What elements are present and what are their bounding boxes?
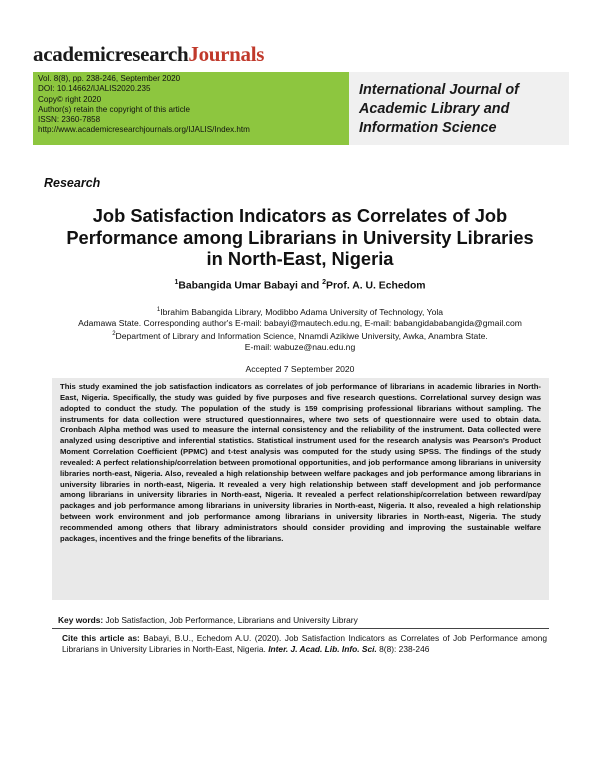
citation (62, 633, 547, 656)
journal-title-line: Academic Library and (359, 101, 510, 117)
header-banner (33, 72, 569, 145)
article-title (40, 205, 560, 270)
journal-title (359, 81, 519, 138)
citation-journal: Inter. J. Acad. Lib. Info. Sci. (268, 644, 377, 655)
journal-title-line: International Journal of (359, 82, 519, 98)
article-meta (38, 74, 250, 136)
journal-title-line: Information Science (359, 120, 497, 136)
affiliation-line: Ibrahim Babangida Library, Modibbo Adama University of Technology, Yola (160, 306, 444, 317)
affiliation-superscript: 1 (156, 307, 161, 313)
journal-name-box (349, 72, 569, 145)
keywords-label: Key words: (58, 615, 104, 625)
author-name: Prof. A. U. Echedom (326, 280, 426, 292)
citation-label: Cite this article as: (62, 633, 140, 643)
section-label: Research (44, 176, 101, 190)
copyright-line: Copy© right 2020 (38, 94, 102, 104)
author-name: Babangida Umar Babayi and (178, 280, 323, 292)
author-superscript: 1 (174, 279, 179, 286)
abstract-box (52, 378, 549, 600)
title-line: in North-East, Nigeria (206, 248, 394, 269)
divider (52, 628, 549, 629)
rights-line: Author(s) retain the copyright of this article (38, 104, 191, 114)
publisher-logo (33, 42, 264, 67)
logo-part1: academicresearch (33, 42, 189, 66)
logo-part2: Journals (188, 42, 265, 66)
affiliation-superscript: 2 (112, 331, 116, 338)
author-list (40, 279, 560, 291)
author-superscript: 2 (322, 279, 327, 286)
affiliations (30, 305, 570, 354)
title-line: Performance among Librarians in University Libraries (66, 226, 534, 248)
affiliation-line: E-mail: wabuze@nau.edu.ng (244, 342, 356, 353)
journal-url[interactable]: http://www.academicresearchjournals.org/IJALIS/Index.htm (38, 125, 250, 135)
affiliation-line: Adamawa State. Corresponding author's E-mail: babayi@mautech.edu.ng, E-mail: babangidababangida@gmail.com (78, 318, 522, 329)
keywords (58, 615, 548, 625)
citation-ref: 8(8): 238-246 (376, 644, 430, 655)
keywords-text: Job Satisfaction, Job Performance, Librarians and University Library (103, 615, 358, 625)
issn-line: ISSN: 2360-7858 (38, 115, 101, 125)
abstract-text: This study examined the job satisfaction indicators as correlates of job performance of librarians in academic libraries in North- East, Nigeria. Specifically, the study was guided by five purposes and five research questions. Correlational survey design was adopted to conduct the study. The population of the study is 159 comprising professional librarians without sampling. The instruments for data collection were structured questionnaires, where two sets of questionnaire were used to obtain data. Cronbach Alpha method was used to measure the internal consistency and the reliability of the instrument. Data collected were analyzed using descriptive and inferential statistics. Statistical instrument used for the research analysis was Pearson's Product Moment Correlation Coefficient (PPMC) and t-test analysis was computed for the study using SPSS. The findings of the study revealed: A perfect relationship/correlation between promotional opportunities, and job performance among librarians in university libraries north-east, Nigeria. Also, revealed a high relationship between welfare packages and job performance among librarians in university libraries in north-east, Nigeria. It revealed a very high relationship between staff development and job performance among librarians in university libraries in North-east, Nigeria. It revealed a perfect relationship/correlation between reward/pay packages and job performance among librarians in university libraries in North-east, Nigeria. It also, revealed a high relationship between work environment and job performance among librarians in university libraries in North-east, Nigeria. The study recommended among others that library administrators should consider providing and improving the sustainable welfare packages, incentives and the fringe benefits of the librarians. (60, 382, 541, 543)
accepted-date: Accepted 7 September 2020 (245, 364, 355, 374)
title-line: Job Satisfaction Indicators as Correlates of Job (92, 205, 508, 226)
volume-line: Vol. 8(8), pp. 238-246, September 2020 (38, 74, 181, 83)
doi-line: DOI: 10.14662/IJALIS2020.235 (38, 84, 151, 94)
affiliation-line: Department of Library and Information Science, Nnamdi Azikiwe University, Awka, Anambra State. (115, 331, 488, 342)
citation-text: Babayi, B.U., Echedom A.U. (2020). Job Satisfaction Indicators as Correlates of Job Performance among Librarians in University Libraries in North-East, Nigeria. (62, 633, 547, 655)
